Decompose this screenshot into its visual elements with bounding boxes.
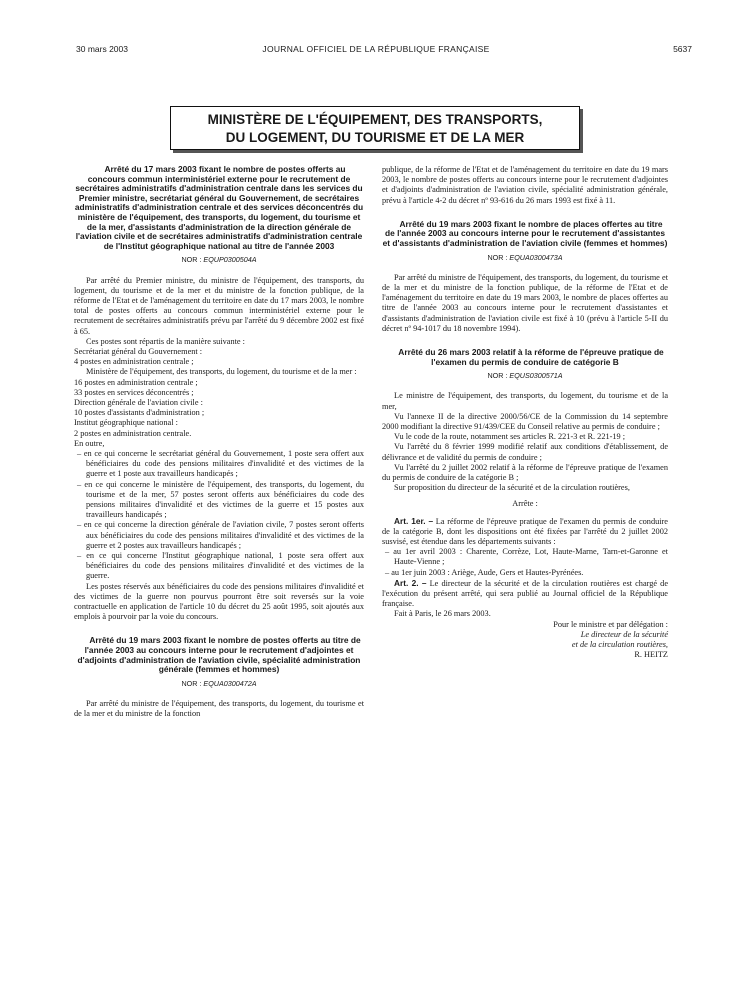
- decree-3-title: Arrêté du 19 mars 2003 fixant le nombre de places offertes au titre de l'année 2003 au concours interne pour le recrutement d'assistantes et d'assistants d'administration de l'aviation civile (femmes et hommes): [382, 218, 668, 248]
- paragraph: Le ministre de l'équipement, des transports, du logement, du tourisme et de la mer,: [382, 391, 668, 411]
- paragraph: Sur proposition du directeur de la sécurité et de la circulation routières,: [394, 483, 630, 493]
- paragraph: En outre,: [74, 438, 105, 448]
- ministry-line-2: DU LOGEMENT, DU TOURISME ET DE LA MER: [225, 130, 525, 145]
- paragraph: Direction générale de l'aviation civile :: [74, 397, 203, 407]
- paragraph: 2 postes en administration centrale.: [74, 428, 192, 438]
- nor-code: EQUS0300571A: [509, 371, 563, 381]
- issue-date: 30 mars 2003: [76, 44, 128, 54]
- article-2-label: Art. 2. –: [394, 577, 427, 588]
- list-item: – au 1er avril 2003 : Charente, Corrèze, Lot, Haute-Marne, Tarn-et-Garonne et Haute-Vienne ;: [385, 547, 668, 567]
- decree-2-nor: [74, 679, 364, 689]
- article-1-text: La réforme de l'épreuve pratique de l'examen du permis de conduire de la catégorie B, dont les dispositions ont été fixées par l'arrêté du 2 juillet 2002 susvisé, est étendue dans les départements suivants :: [382, 516, 668, 547]
- signature-line: Le directeur de la sécurité: [580, 629, 668, 639]
- paragraph: Les postes réservés aux bénéficiaires du code des pensions militaires d'invalidité et des victimes de la guerre non pourvus pourront être soit reversés sur la voie contractuelle en application de l'article 10 du décret du 25 août 1995, soit ajoutés aux emplois à pourvoir par la voie du concours.: [74, 581, 364, 622]
- nor-code: EQUP0300504A: [203, 255, 257, 265]
- signature-line: Pour le ministre et par délégation :: [553, 619, 668, 629]
- right-column: [382, 165, 668, 660]
- list-item: – en ce qui concerne le secrétariat général du Gouvernement, 1 poste sera offert aux bénéficiaires du code des pensions militaires d'invalidité et des victimes de la guerre et 1 poste aux travailleurs handicapés ;: [77, 449, 364, 479]
- paragraph: Par arrêté du ministre de l'équipement, des transports, du logement, du tourisme et de la mer et du ministre de la fonction publique, de la réforme de l'Etat et de l'aménagement du territoire en date du 19 mars 2003, le nombre de places offertes au titre de l'année 2003 au concours interne pour le recrutement d'assistantes et d'assistants d'administration de l'aviation civile est fixé à 10 (prévu à l'article 5-II du décret nº 94-1017 du 18 novembre 1994).: [382, 272, 668, 333]
- decree-1-nor: [74, 255, 364, 265]
- article-1-label: Art. 1er. –: [394, 515, 434, 526]
- signatory-name: R. HEITZ: [634, 650, 668, 660]
- paragraph: Vu l'arrêté du 8 février 1999 modifié relatif aux conditions d'établissement, de délivrance et de validité du permis de conduire ;: [382, 442, 668, 462]
- paragraph: Vu le code de la route, notamment ses articles R. 221-3 et R. 221-19 ;: [394, 432, 626, 442]
- decree-3-nor: [382, 253, 668, 263]
- signature-line: et de la circulation routières,: [571, 640, 668, 650]
- paragraph: Ministère de l'équipement, des transports, du logement, du tourisme et de la mer :: [86, 367, 357, 377]
- paragraph: 10 postes d'assistants d'administration ;: [74, 408, 205, 418]
- nor-label: NOR :: [487, 371, 508, 381]
- page-number: 5637: [673, 44, 692, 54]
- article-2-text: Le directeur de la sécurité et de la circulation routières est chargé de l'exécution du présent arrêté, qui sera publié au Journal officiel de la République française.: [382, 578, 669, 609]
- article-2: [382, 578, 668, 610]
- list-item: – au 1er juin 2003 : Ariège, Aude, Gers et Hautes-Pyrénées.: [385, 567, 584, 577]
- paragraph: 16 postes en administration centrale ;: [74, 377, 198, 387]
- paragraph: 4 postes en administration centrale ;: [74, 357, 194, 367]
- list-item: – en ce qui concerne le ministère de l'équipement, des transports, du logement, du tourisme et de la mer, 57 postes seront offerts aux bénéficiaires du code des pensions militaires d'invalidité et des victimes de la guerre et 15 postes aux travailleurs handicapés ;: [77, 479, 364, 520]
- left-column: [74, 165, 364, 719]
- paragraph: 33 postes en services déconcentrés ;: [74, 387, 194, 397]
- decree-4-nor: [382, 371, 668, 381]
- article-1: [382, 516, 668, 548]
- ministry-line-1: MINISTÈRE DE L'ÉQUIPEMENT, DES TRANSPORTS,: [207, 112, 543, 127]
- paragraph: Fait à Paris, le 26 mars 2003.: [394, 609, 491, 619]
- paragraph: Ces postes sont répartis de la manière suivante :: [86, 336, 245, 346]
- arrete-label: Arrête :: [512, 499, 538, 509]
- journal-title: JOURNAL OFFICIEL DE LA RÉPUBLIQUE FRANÇAISE: [262, 44, 490, 54]
- nor-label: NOR :: [487, 252, 508, 262]
- paragraph: Institut géographique national :: [74, 418, 178, 428]
- nor-label: NOR :: [181, 678, 202, 688]
- paragraph: Secrétariat général du Gouvernement :: [74, 346, 203, 356]
- paragraph: Par arrêté du ministre de l'équipement, des transports, du logement, du tourisme et de la mer et du ministre de la fonction: [74, 699, 364, 719]
- page-header: [60, 44, 692, 58]
- list-item: – en ce qui concerne l'Institut géographique national, 1 poste sera offert aux bénéficiaires du code des pensions militaires d'invalidité et des victimes de la guerre.: [77, 551, 364, 581]
- nor-label: NOR :: [181, 255, 202, 265]
- list-item: – en ce qui concerne la direction générale de l'aviation civile, 7 postes seront offerts aux bénéficiaires du code des pensions militaires d'invalidité et des victimes de la guerre et 2 postes aux travailleurs handicapés ;: [77, 520, 364, 550]
- paragraph: Vu l'arrêté du 2 juillet 2002 relatif à la réforme de l'épreuve pratique de l'examen du permis de conduire de la catégorie B ;: [382, 462, 668, 483]
- decree-4-title: Arrêté du 26 mars 2003 relatif à la réforme de l'épreuve pratique de l'examen du permis de conduire de catégorie B: [398, 347, 664, 367]
- nor-code: EQUA0300472A: [203, 678, 257, 688]
- paragraph: Par arrêté du Premier ministre, du ministre de l'équipement, des transports, du logement, du tourisme et de la mer et du ministre de la fonction publique, de la réforme de l'Etat et de l'aménagement du territoire en date du 17 mars 2003, le nombre total de postes offerts au concours commun interministériel externe pour le recrutement de secrétaires administratifs prévu par l'arrêté du 9 décembre 2002 est fixé à 65.: [74, 275, 364, 336]
- ministry-heading: [170, 106, 580, 150]
- decree-1-title: Arrêté du 17 mars 2003 fixant le nombre de postes offerts au concours commun interministériel externe pour le recrutement de secrétaires administratifs d'administration centrale dans les services du Premier ministre, secrétariat général du Gouvernement, de secrétaires administratifs d'administration centrale et des services déconcentrés du ministère de l'équipement, des transports, du logement, du tourisme et de la mer, d'assistants d'administration de la direction générale de l'aviation civile et de secrétaires administratifs d'administration centrale de l'Institut géographique national au titre de l'année 2003: [74, 164, 364, 251]
- decree-2-title: Arrêté du 19 mars 2003 fixant le nombre de postes offerts au titre de l'année 2003 au concours interne pour le recrutement d'adjointes et d'adjoints d'administration de l'aviation civile, spécialité administration générale (femmes et hommes): [77, 635, 361, 675]
- nor-code: EQUA0300473A: [509, 252, 563, 262]
- paragraph: publique, de la réforme de l'Etat et de l'aménagement du territoire en date du 19 mars 2003, le nombre de postes offerts au concours interne pour le recrutement d'adjointes et d'adjoints d'administration de l'aviation civile, spécialité administration générale, prévu à l'article 4-2 du décret nº 93-616 du 26 mars 1993 est fixé à 11.: [382, 165, 668, 205]
- paragraph: Vu l'annexe II de la directive 2000/56/CE de la Commission du 14 septembre 2000 modifiant la directive 91/439/CEE du Conseil relative au permis de conduire ;: [382, 411, 668, 432]
